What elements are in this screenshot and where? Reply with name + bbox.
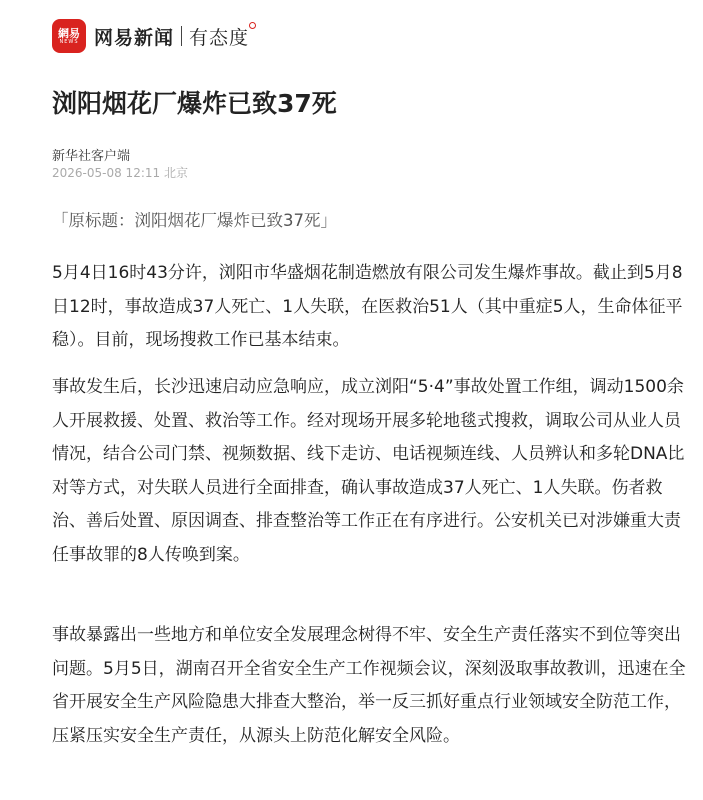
article-timestamp: 2026-05-08 12:11 北京 [52,166,188,180]
original-title: 「原标题：浏阳烟花厂爆炸已致37死」 [52,211,337,230]
article-paragraph-2: 事故发生后，长沙迅速启动应急响应，成立浏阳“5·4”事故处置工作组，调动1500余人开展救援、处置、救治等工作。经对现场开展多轮地毯式搜救，调取公司从业人员情况，结合公司门禁、视频数据、线下走访、电话视频连线、人员辨认和多轮DNA比对等方式，对失联人员进行全面排查，确认事故造成37人死亡、1人失联。伤者救治、善后处置、原因调查、排查整治等工作正在有序进行。公安机关已对涉嫌重大责任事故罪的8人传唤到案。 [52,377,685,565]
logo-text: 網易 [58,26,80,40]
logo-subtext: NEWS [59,38,79,45]
netease-logo-icon[interactable] [52,19,86,53]
brand-slogan [189,23,249,50]
article-title: 浏阳烟花厂爆炸已致37死 [52,89,337,118]
slogan-text: 有态度 [189,26,250,49]
brand-name[interactable]: 网易新闻 [94,26,175,49]
app-header [52,18,249,54]
registered-dot-icon [249,22,256,29]
article-paragraph-1: 5月4日16时43分许，浏阳市华盛烟花制造燃放有限公司发生爆炸事故。截止到5月8日12时，事故造成37人死亡、1人失联，在医救治51人（其中重症5人，生命体征平稳）。目前，现场搜救工作已基本结束。 [52,263,683,350]
header-divider [181,26,182,46]
article-paragraph-3: 事故暴露出一些地方和单位安全发展理念树得不牢、安全生产责任落实不到位等突出问题。5月5日，湖南召开全省安全生产工作视频会议，深刻汲取事故教训，迅速在全省开展安全生产风险隐患大排查大整治，举一反三抓好重点行业领域安全防范工作，压紧压实安全生产责任，从源头上防范化解安全风险。 [52,625,686,746]
article-source[interactable]: 新华社客户端 [52,149,131,164]
